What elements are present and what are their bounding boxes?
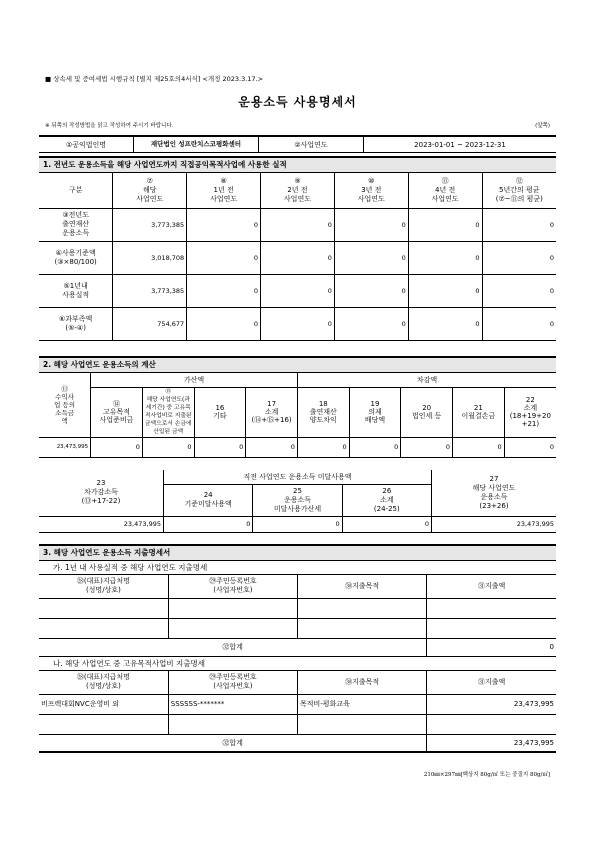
s1-row-label: ④사용기준액 (③×80/100) — [39, 241, 113, 274]
s3-header-2: ㉚지출목적 — [298, 670, 427, 694]
s1-row-label: ⑤1년내 사용실적 — [39, 274, 113, 307]
s1-cell: 0 — [408, 274, 482, 307]
s1-row — [39, 274, 556, 307]
s2-value-1: 0 — [91, 437, 143, 457]
corp-name-label: ①공익법인명 — [65, 140, 107, 149]
prev-shortfall-header: 직전 사업연도 운용소득 미달사용액 — [164, 470, 432, 484]
s2b-value-2: 0 — [253, 516, 342, 532]
paper-spec-footer: 210㎜×297㎜[백상지 80g/㎡ 또는 중질지 80g/㎡] — [423, 772, 550, 778]
s2-value-7: 0 — [401, 437, 453, 457]
s1-cell: 0 — [187, 241, 261, 274]
year-value: 2023-01-01 ~ 2023-12-31 — [364, 136, 557, 153]
s1-cell: 0 — [334, 307, 408, 340]
s1-cell: 0 — [261, 307, 335, 340]
s1-header-3: ⑨ 2년 전 사업연도 — [261, 172, 335, 208]
s1-cell: 0 — [549, 220, 554, 229]
registration-number: SSSSSS-******* — [168, 694, 297, 714]
s1-row-label: ③전년도 출연재산 운용소득 — [39, 208, 113, 241]
corp-name-value: 재단법인 성프란치스코평화센터 — [134, 136, 259, 153]
s1-cell: 0 — [408, 208, 482, 241]
s1-header-1: ⑦ 해당 사업연도 — [113, 172, 187, 208]
s1-cell: 0 — [408, 307, 482, 340]
s2b-value-4: 23,473,995 — [516, 520, 554, 528]
s2-header-2: 16 기타 — [194, 387, 246, 437]
s3-header-1: ㉙주민등록번호 (사업자번호) — [168, 574, 297, 598]
section2-table — [39, 356, 556, 458]
s1-row — [39, 208, 556, 241]
subsection-b-title: 나. 해당 사업연도 중 고유목적사업비 지출명세 — [53, 658, 205, 668]
s2-value-9: 0 — [549, 442, 554, 451]
s3-header-0: ㉘(대표)지급처명 (성명/상호) — [39, 670, 168, 694]
section3-table — [39, 544, 556, 753]
s2-value-6: 0 — [349, 437, 401, 457]
s2-value-2: 0 — [142, 437, 194, 457]
s3-header-3: ㉛지출액 — [477, 677, 506, 686]
section1-table — [39, 156, 556, 341]
col26-header: 26 소계 (24-25) — [342, 484, 431, 516]
add-amount-header: 가산액 — [91, 372, 298, 387]
expenditure-purpose: 목적비-평화교육 — [298, 694, 427, 714]
subsection-b-total-value: 23,473,995 — [513, 738, 554, 747]
info-table — [39, 135, 556, 153]
page-side-label: (앞쪽) — [535, 123, 550, 129]
subsection-b-total-label: ㉜합계 — [39, 734, 427, 752]
s2b-value-0: 23,473,995 — [39, 516, 164, 532]
payee-name: 비프렉대회NVC운영비 외 — [39, 694, 168, 714]
s1-row — [39, 307, 556, 340]
s1-header-5: ⑪ 4년 전 사업연도 — [408, 172, 482, 208]
s2-value-5: 0 — [297, 437, 349, 457]
s2-value-4: 0 — [246, 437, 298, 457]
s2-header-8: 22 소계 (18+19+20 +21) — [509, 396, 551, 428]
s1-cell: 0 — [549, 253, 554, 262]
regulation-line: ■ 상속세 및 증여세법 시행규칙 [별지 제25호의4서식] <개정 2023.3.17.> — [45, 75, 264, 83]
s1-cell: 3,773,385 — [113, 208, 187, 241]
s2-value-8: 0 — [453, 437, 505, 457]
s1-cell: 0 — [334, 274, 408, 307]
s1-header-0: 구분 — [39, 172, 113, 208]
col24-header: 24 기준미달사용액 — [164, 484, 253, 516]
year-label: ②사업연도 — [259, 136, 364, 153]
col25-header: 25 운용소득 미달사용가산세 — [253, 484, 342, 516]
s1-cell: 0 — [261, 274, 335, 307]
s1-cell: 754,677 — [113, 307, 187, 340]
subsection-a-total-label: ㉜합계 — [39, 638, 427, 656]
section2b-table — [39, 470, 556, 533]
instruction-note: ※ 뒤쪽의 작성방법을 읽고 작성하여 주시기 바랍니다. — [45, 123, 174, 129]
s1-cell: 0 — [261, 208, 335, 241]
col13-header: ⑬ 수익사 업 등의 소득금 액 — [39, 372, 91, 437]
s2-header-6: 20 법인세 등 — [401, 387, 453, 437]
page-title: 운용소득 사용명세서 — [238, 95, 357, 109]
s1-cell: 0 — [549, 319, 554, 328]
s1-cell: 0 — [261, 241, 335, 274]
s2-header-3: 17 소계 (⑭+⑮+16) — [246, 387, 298, 437]
s1-row-label: ⑥과부족액 (⑤-④) — [39, 307, 113, 340]
s1-header-4: ⑩ 3년 전 사업연도 — [334, 172, 408, 208]
s3-header-0: ㉘(대표)지급처명 (성명/상호) — [39, 574, 168, 598]
s2-header-1: ⑮ 해당 사업연도(과세기간) 중 고유목적사업비로 지출된 금액으로서 손금에 산입된 금액 — [142, 387, 194, 437]
s2-value-3: 0 — [194, 437, 246, 457]
s2b-value-1: 0 — [164, 516, 253, 532]
s3-header-3: ㉛지출액 — [477, 581, 506, 590]
section2-title: 2. 해당 사업연도 운용소득의 계산 — [43, 360, 156, 370]
subsection-a-title: 가. 1년 내 사용실적 중 해당 사업연도 지출명세 — [53, 562, 208, 572]
s1-cell: 0 — [334, 241, 408, 274]
s2-header-0: ⑭ 고유목적 사업준비금 — [91, 387, 143, 437]
s2b-value-3: 0 — [342, 516, 431, 532]
s1-row — [39, 241, 556, 274]
s3-header-1: ㉙주민등록번호 (사업자번호) — [168, 670, 297, 694]
section1-title: 1. 전년도 운용소득을 해당 사업연도까지 직접공익목적사업에 사용한 실적 — [43, 160, 287, 170]
subtract-amount-header: 차감액 — [416, 375, 438, 384]
s1-cell: 0 — [408, 241, 482, 274]
expenditure-row — [39, 694, 556, 714]
s2-header-7: 21 이월결손금 — [453, 387, 505, 437]
s2-value-0: 23,473,995 — [39, 437, 91, 457]
s1-cell: 0 — [334, 208, 408, 241]
s1-cell: 3,018,708 — [113, 241, 187, 274]
s1-cell: 0 — [187, 274, 261, 307]
expenditure-amount: 23,473,995 — [513, 700, 554, 708]
s1-header-6: ⑫ 5년간의 평균 (⑦~⑪의 평균) — [495, 176, 543, 203]
subsection-a-total-value: 0 — [549, 643, 554, 651]
s1-cell: 0 — [549, 286, 554, 295]
s1-cell: 0 — [187, 208, 261, 241]
s2-header-5: 19 의제 배당액 — [349, 387, 401, 437]
col27-header: 27 해당 사업연도 운용소득 (23+26) — [472, 474, 516, 510]
col23-header: 23 차가감소득 (⑬+17-22) — [39, 470, 164, 516]
s1-cell: 0 — [187, 307, 261, 340]
s1-cell: 3,773,385 — [113, 274, 187, 307]
section3-title: 3. 해당 사업연도 운용소득 지출명세서 — [43, 548, 171, 558]
s2-header-4: 18 출연재산 양도차익 — [297, 387, 349, 437]
s3-header-2: ㉚지출목적 — [298, 574, 427, 598]
s1-header-2: ⑧ 1년 전 사업연도 — [187, 172, 261, 208]
